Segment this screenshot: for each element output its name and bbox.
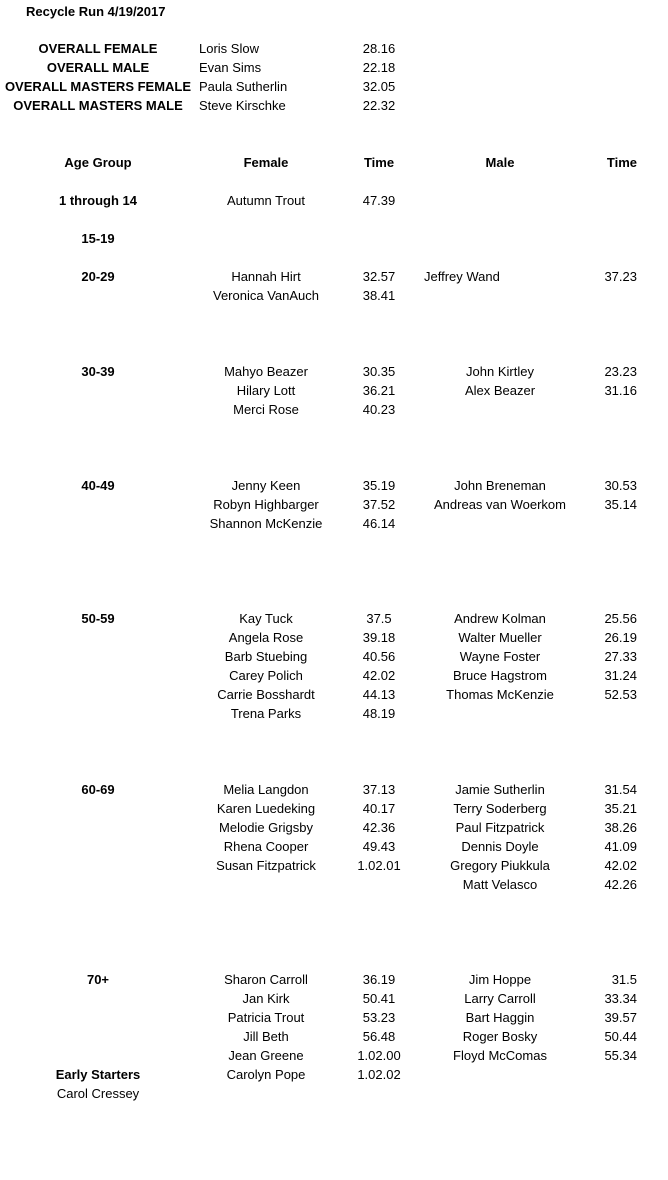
male-time: 31.16 bbox=[604, 383, 637, 398]
male-time: 35.14 bbox=[604, 497, 637, 512]
female-name: Robyn Highbarger bbox=[213, 497, 319, 512]
female-name: Shannon McKenzie bbox=[209, 516, 323, 531]
female-time: 49.43 bbox=[362, 839, 396, 854]
male-time: 41.09 bbox=[604, 839, 637, 854]
female-time: 37.52 bbox=[362, 497, 396, 512]
male-time: 33.34 bbox=[604, 991, 637, 1006]
female-name: Kay Tuck bbox=[239, 611, 293, 626]
female-name: Veronica VanAuch bbox=[213, 288, 319, 303]
male-name: Andrew Kolman bbox=[454, 611, 546, 626]
female-name: Hannah Hirt bbox=[231, 269, 301, 284]
female-name: Melodie Grigsby bbox=[219, 820, 313, 835]
age-group-label: 30-39 bbox=[81, 364, 115, 379]
overall-name: Loris Slow bbox=[199, 41, 259, 56]
overall-label: OVERALL MASTERS FEMALE bbox=[4, 79, 192, 94]
female-time: 32.57 bbox=[362, 269, 396, 284]
overall-name: Paula Sutherlin bbox=[199, 79, 288, 94]
female-time: 40.17 bbox=[362, 801, 396, 816]
male-name: Jim Hoppe bbox=[468, 972, 532, 987]
male-name: John Breneman bbox=[454, 478, 546, 493]
female-name: Rhena Cooper bbox=[223, 839, 309, 854]
female-name: Jenny Keen bbox=[231, 478, 301, 493]
female-name: Patricia Trout bbox=[227, 1010, 305, 1025]
age-group-label: 60-69 bbox=[81, 782, 115, 797]
female-time: 42.36 bbox=[362, 820, 396, 835]
female-time: 48.19 bbox=[362, 706, 396, 721]
female-name: Hilary Lott bbox=[236, 383, 296, 398]
page-title: Recycle Run 4/19/2017 bbox=[26, 4, 166, 19]
female-name: Barb Stuebing bbox=[224, 649, 308, 664]
male-time: 31.5 bbox=[611, 972, 637, 987]
male-name: Thomas McKenzie bbox=[446, 687, 554, 702]
overall-time: 22.32 bbox=[362, 98, 396, 113]
female-time: 40.56 bbox=[362, 649, 396, 664]
male-time: 26.19 bbox=[604, 630, 637, 645]
male-name: Gregory Piukkula bbox=[450, 858, 550, 873]
female-name: Angela Rose bbox=[228, 630, 304, 645]
female-time: 36.19 bbox=[362, 972, 396, 987]
male-time: 25.56 bbox=[604, 611, 637, 626]
male-name: Paul Fitzpatrick bbox=[455, 820, 545, 835]
age-group-label: 70+ bbox=[86, 972, 110, 987]
male-time: 38.26 bbox=[604, 820, 637, 835]
male-time: 31.54 bbox=[604, 782, 637, 797]
female-time: 50.41 bbox=[362, 991, 396, 1006]
female-time: 1.02.00 bbox=[357, 1048, 401, 1063]
male-time: 39.57 bbox=[604, 1010, 637, 1025]
male-time: 23.23 bbox=[604, 364, 637, 379]
female-time: 30.35 bbox=[362, 364, 396, 379]
female-name: Carrie Bosshardt bbox=[217, 687, 315, 702]
early-starters-label: Early Starters bbox=[55, 1067, 141, 1082]
overall-label: OVERALL MALE bbox=[46, 60, 150, 75]
female-time: 1.02.01 bbox=[357, 858, 401, 873]
male-time: 35.21 bbox=[604, 801, 637, 816]
age-group-label: 20-29 bbox=[81, 269, 115, 284]
age-group-label: 50-59 bbox=[81, 611, 115, 626]
male-time: 27.33 bbox=[604, 649, 637, 664]
female-name: Jean Greene bbox=[228, 1048, 304, 1063]
age-group-label: 15-19 bbox=[81, 231, 115, 246]
female-time: 56.48 bbox=[362, 1029, 396, 1044]
female-time: 36.21 bbox=[362, 383, 396, 398]
male-time: 37.23 bbox=[604, 269, 637, 284]
male-name: Wayne Foster bbox=[459, 649, 541, 664]
female-name: Carey Polich bbox=[229, 668, 303, 683]
male-name: John Kirtley bbox=[466, 364, 534, 379]
female-time: 44.13 bbox=[362, 687, 396, 702]
header-female-time: Time bbox=[363, 155, 395, 170]
female-name: Melia Langdon bbox=[223, 782, 309, 797]
overall-name: Steve Kirschke bbox=[199, 98, 286, 113]
female-time: 42.02 bbox=[362, 668, 396, 683]
female-name: Karen Luedeking bbox=[216, 801, 316, 816]
female-time: 46.14 bbox=[362, 516, 396, 531]
female-name: Jan Kirk bbox=[242, 991, 290, 1006]
header-male-time: Time bbox=[606, 155, 637, 170]
header-female: Female bbox=[243, 155, 289, 170]
male-name: Floyd McComas bbox=[453, 1048, 547, 1063]
female-name: Autumn Trout bbox=[226, 193, 306, 208]
female-name: Mahyo Beazer bbox=[224, 364, 308, 379]
female-time: 40.23 bbox=[362, 402, 396, 417]
age-group-label: 40-49 bbox=[81, 478, 115, 493]
overall-name: Evan Sims bbox=[199, 60, 262, 75]
overall-time: 32.05 bbox=[362, 79, 396, 94]
female-time: 37.5 bbox=[366, 611, 392, 626]
male-time: 52.53 bbox=[604, 687, 637, 702]
male-name: Jeffrey Wand bbox=[424, 269, 500, 284]
overall-label: OVERALL MASTERS MALE bbox=[13, 98, 183, 113]
male-name: Larry Carroll bbox=[464, 991, 536, 1006]
female-time: 1.02.02 bbox=[357, 1067, 401, 1082]
male-name: Bruce Hagstrom bbox=[453, 668, 547, 683]
male-name: Alex Beazer bbox=[464, 383, 536, 398]
male-name: Andreas van Woerkom bbox=[434, 497, 566, 512]
male-name: Matt Velasco bbox=[462, 877, 538, 892]
header-male: Male bbox=[485, 155, 515, 170]
age-group-label: 1 through 14 bbox=[58, 193, 138, 208]
female-time: 47.39 bbox=[362, 193, 396, 208]
female-name: Susan Fitzpatrick bbox=[216, 858, 316, 873]
overall-label: OVERALL FEMALE bbox=[38, 41, 158, 56]
female-name: Carolyn Pope bbox=[226, 1067, 306, 1082]
early-starter-name: Carol Cressey bbox=[56, 1086, 140, 1101]
female-name: Merci Rose bbox=[233, 402, 299, 417]
female-time: 53.23 bbox=[362, 1010, 396, 1025]
male-time: 42.26 bbox=[604, 877, 637, 892]
male-time: 30.53 bbox=[604, 478, 637, 493]
female-time: 35.19 bbox=[362, 478, 396, 493]
male-name: Roger Bosky bbox=[462, 1029, 538, 1044]
male-name: Walter Mueller bbox=[458, 630, 542, 645]
female-name: Jill Beth bbox=[243, 1029, 289, 1044]
male-name: Dennis Doyle bbox=[461, 839, 539, 854]
female-time: 39.18 bbox=[362, 630, 396, 645]
overall-time: 22.18 bbox=[362, 60, 396, 75]
female-name: Sharon Carroll bbox=[224, 972, 308, 987]
male-time: 42.02 bbox=[604, 858, 637, 873]
female-time: 37.13 bbox=[362, 782, 396, 797]
header-age-group: Age Group bbox=[64, 155, 132, 170]
female-name: Trena Parks bbox=[230, 706, 302, 721]
male-time: 31.24 bbox=[604, 668, 637, 683]
male-time: 55.34 bbox=[604, 1048, 637, 1063]
male-name: Bart Haggin bbox=[465, 1010, 535, 1025]
female-time: 38.41 bbox=[362, 288, 396, 303]
male-time: 50.44 bbox=[604, 1029, 637, 1044]
male-name: Terry Soderberg bbox=[453, 801, 547, 816]
male-name: Jamie Sutherlin bbox=[455, 782, 545, 797]
overall-time: 28.16 bbox=[362, 41, 396, 56]
